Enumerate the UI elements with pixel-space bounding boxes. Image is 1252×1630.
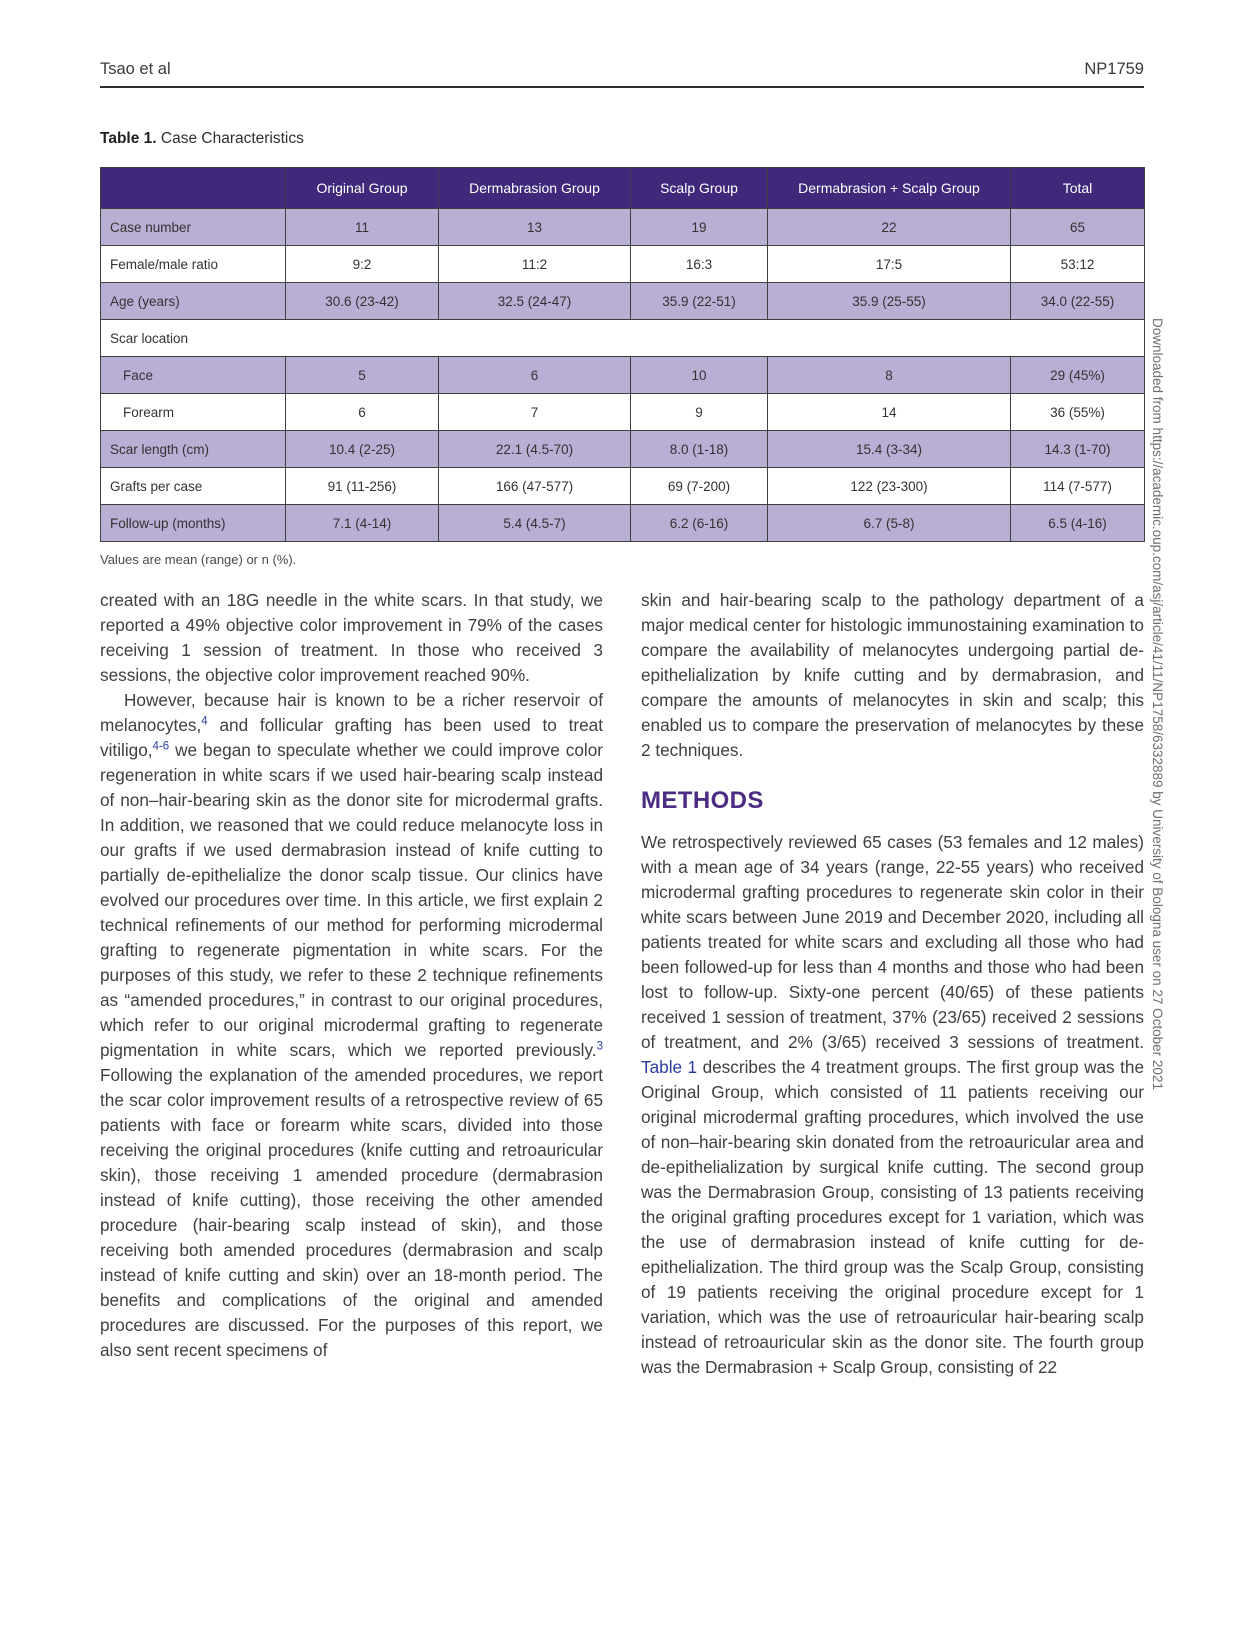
table-cell: 11:2 <box>439 246 631 283</box>
running-head-page-number: NP1759 <box>1084 60 1144 78</box>
table-cell: 32.5 (24-47) <box>439 283 631 320</box>
paragraph <box>100 688 603 1363</box>
table-row <box>101 431 1145 468</box>
table-1-link[interactable]: Table 1 <box>641 1057 698 1077</box>
table-row-label: Forearm <box>101 394 286 431</box>
table-row <box>101 468 1145 505</box>
table-cell: 6.5 (4-16) <box>1011 505 1145 542</box>
table-cell: 6.2 (6-16) <box>631 505 768 542</box>
text-segment: We retrospectively reviewed 65 cases (53 females and 12 males) with a mean age of 34 years (range, 22-55 years) who received microdermal grafting procedures to regenerate skin color in their white scars between June 2019 and December 2020, including all patients treated for white scars and excluding all those who had been followed-up for less than 4 months and those who had been lost to follow-up. Sixty-one percent (40/65) of these patients received 1 session of treatment, 37% (23/65) received 2 sessions of treatment, and 2% (3/65) received 3 sessions of treatment. <box>641 832 1144 1052</box>
case-characteristics-table <box>100 167 1145 542</box>
table-cell: 6 <box>439 357 631 394</box>
table-row-label: Follow-up (months) <box>101 505 286 542</box>
table-row <box>101 246 1145 283</box>
table-cell: 22.1 (4.5-70) <box>439 431 631 468</box>
right-column <box>641 588 1144 1380</box>
header-rule <box>100 86 1144 88</box>
table-row-label: Age (years) <box>101 283 286 320</box>
table-cell: 30.6 (23-42) <box>286 283 439 320</box>
citation-link[interactable]: 4 <box>201 715 208 728</box>
download-watermark: Downloaded from https://academic.oup.com/asj/article/41/11/NP1758/6332889 by University of Bologna user on 27 October 2021 <box>1150 318 1165 1090</box>
table-row-label: Scar length (cm) <box>101 431 286 468</box>
paragraph <box>641 588 1144 763</box>
table-cell: 69 (7-200) <box>631 468 768 505</box>
paragraph <box>100 588 603 688</box>
citation-link[interactable]: 3 <box>596 1040 603 1053</box>
table-cell: 13 <box>439 209 631 246</box>
table-caption-title: Case Characteristics <box>160 130 304 147</box>
text-segment: created with an 18G needle in the white scars. In that study, we reported a 49% objective color improvement in 79% of the cases receiving 1 session of treatment. In those who received 3 sessions, the objective color improvement reached 90%. <box>100 590 603 685</box>
methods-heading: METHODS <box>641 787 764 814</box>
table-cell: 5 <box>286 357 439 394</box>
table-cell: 9:2 <box>286 246 439 283</box>
table-cell: 17:5 <box>768 246 1011 283</box>
table-column-header: Dermabrasion Group <box>439 168 631 209</box>
table-cell: 114 (7-577) <box>1011 468 1145 505</box>
table-cell: 14 <box>768 394 1011 431</box>
text-segment: we began to speculate whether we could improve color regeneration in white scars if we used hair-bearing scalp instead of non–hair-bearing skin as the donor site for microdermal grafts. In addition, we reasoned that we could reduce melanocyte loss in our grafts if we used dermabrasion instead of knife cutting to partially de-epithelialize the donor scalp tissue. Our clinics have evolved our procedures over time. In this article, we first explain 2 technical refinements of our method for performing microdermal grafting to regenerate pigmentation in white scars. For the purposes of this study, we refer to these 2 technique refinements as “amended procedures,” in contrast to our original procedures, which refer to our original microdermal grafting to regenerate pigmentation in white scars, which we reported previously. <box>100 740 603 1060</box>
table-row <box>101 505 1145 542</box>
table-row <box>101 394 1145 431</box>
table-row <box>101 357 1145 394</box>
text-segment: However, because hair is known to be a richer reservoir of melanocytes, <box>100 690 603 735</box>
table-row-label: Face <box>101 357 286 394</box>
table-cell: 35.9 (22-51) <box>631 283 768 320</box>
table-cell: 29 (45%) <box>1011 357 1145 394</box>
table-cell: 9 <box>631 394 768 431</box>
table-cell: 53:12 <box>1011 246 1145 283</box>
table-cell: 8.0 (1-18) <box>631 431 768 468</box>
table-row-label: Grafts per case <box>101 468 286 505</box>
table-cell: 34.0 (22-55) <box>1011 283 1145 320</box>
table-column-header <box>101 168 286 209</box>
table-section-label: Scar location <box>101 320 1145 357</box>
table-cell: 11 <box>286 209 439 246</box>
table-cell: 5.4 (4.5-7) <box>439 505 631 542</box>
citation-link[interactable]: 4-6 <box>152 740 170 753</box>
text-segment: Following the explanation of the amended procedures, we report the scar color improvement results of a retrospective review of 65 patients with face or forearm white scars, divided into those receiving the original procedures (knife cutting and retroauricular skin), those receiving 1 amended procedure (dermabrasion instead of knife cutting), those receiving the other amended procedure (hair-bearing scalp instead of skin), and those receiving both amended procedures (dermabrasion and scalp instead of knife cutting and skin) over an 18-month period. The benefits and complications of the original and amended procedures are discussed. For the purposes of this report, we also sent recent specimens of <box>100 1065 603 1360</box>
running-head-author: Tsao et al <box>100 60 171 78</box>
table-footnote: Values are mean (range) or n (%). <box>100 552 297 567</box>
paragraph <box>641 830 1144 1380</box>
table-cell: 10 <box>631 357 768 394</box>
table-cell: 6 <box>286 394 439 431</box>
table-cell: 122 (23-300) <box>768 468 1011 505</box>
case-table-body <box>101 209 1145 542</box>
left-column <box>100 588 603 1363</box>
table-row <box>101 283 1145 320</box>
table-row-label: Case number <box>101 209 286 246</box>
table-row <box>101 320 1145 357</box>
text-segment: describes the 4 treatment groups. The first group was the Original Group, which consisted of 11 patients receiving our original microdermal grafting procedures, which involved the use of non–hair-bearing skin donated from the retroauricular area and de-epithelialization by surgical knife cutting. The second group was the Dermabrasion Group, consisting of 13 patients receiving the original grafting procedures except for 1 variation, which was the use of dermabrasion instead of knife cutting for de-epithelialization. The third group was the Scalp Group, consisting of 19 patients receiving the original procedure except for 1 variation, which was the use of retroauricular hair-bearing scalp instead of retroauricular skin as the donor site. The fourth group was the Dermabrasion + Scalp Group, consisting of 22 <box>641 1057 1145 1377</box>
table-caption <box>100 130 304 148</box>
table-cell: 7.1 (4-14) <box>286 505 439 542</box>
table-column-header: Scalp Group <box>631 168 768 209</box>
case-table-head <box>101 168 1145 209</box>
text-segment: and follicular grafting has been used to treat vitiligo, <box>100 715 603 760</box>
table-cell: 14.3 (1-70) <box>1011 431 1145 468</box>
table-caption-label: Table 1. <box>100 130 157 147</box>
table-cell: 166 (47-577) <box>439 468 631 505</box>
table-cell: 16:3 <box>631 246 768 283</box>
table-cell: 15.4 (3-34) <box>768 431 1011 468</box>
table-cell: 65 <box>1011 209 1145 246</box>
table-cell: 6.7 (5-8) <box>768 505 1011 542</box>
table-cell: 19 <box>631 209 768 246</box>
table-column-header: Total <box>1011 168 1145 209</box>
table-column-header: Dermabrasion + Scalp Group <box>768 168 1011 209</box>
table-header-row <box>101 168 1145 209</box>
table-cell: 8 <box>768 357 1011 394</box>
table-cell: 7 <box>439 394 631 431</box>
table-row <box>101 209 1145 246</box>
table-cell: 22 <box>768 209 1011 246</box>
table-cell: 35.9 (25-55) <box>768 283 1011 320</box>
table-column-header: Original Group <box>286 168 439 209</box>
table-cell: 36 (55%) <box>1011 394 1145 431</box>
table-cell: 10.4 (2-25) <box>286 431 439 468</box>
table-row-label: Female/male ratio <box>101 246 286 283</box>
table-cell: 91 (11-256) <box>286 468 439 505</box>
text-segment: skin and hair-bearing scalp to the pathology department of a major medical center for histologic immunostaining examination to compare the availability of melanocytes undergoing partial de-epithelialization by knife cutting and by dermabrasion, and compare the amounts of melanocytes in skin and scalp; this enabled us to compare the preservation of melanocytes by these 2 techniques. <box>641 590 1144 760</box>
running-head <box>100 60 1144 79</box>
